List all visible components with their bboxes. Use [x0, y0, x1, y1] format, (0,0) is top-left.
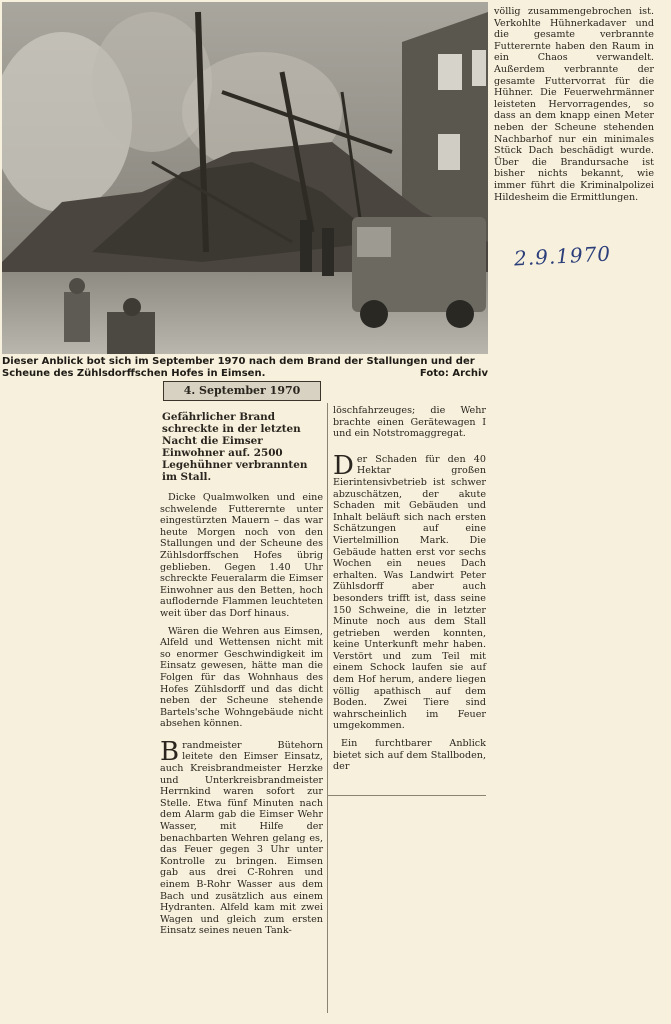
article-column-1: [160, 492, 323, 943]
fire-photo: [2, 2, 488, 354]
drop-cap: B: [160, 736, 180, 767]
article-paragraph-text: randmeister Bütehorn leitete den Eimser Einsatz, auch Kreisbrandmeister Herzke und Unterkreisbrandmeister Herrnkind waren sofort zur Stelle. Etwa fünf Minuten nach dem Alarm gab die Eimser Wehr Wasser, mit Hilfe der benachbarten Wehren gelang es, das Feuer gegen 3 Uhr unter Kontrolle zu bringen. Eimsen gab aus drei C-Rohren und einem B-Rohr Wasser aus dem Bach und zusätzlich aus einem Hydranten. Alfeld kam mit zwei Wagen und gleich zum ersten Einsatz seines neuen Tank-: [160, 739, 323, 937]
column-divider: [327, 403, 328, 1013]
article-paragraph: [333, 450, 486, 732]
photo-caption: [2, 356, 488, 380]
article-paragraph-text: er Schaden für den 40 Hektar großen Eierintensivbetrieb ist schwer abzuschätzen, der akute Schaden mit Gebäuden und Inhalt beläuft sich nach ersten Schätzungen auf eine Viertelmillion Mark. Die Gebäude hatten erst vor sechs Wochen ein neues Dach erhalten. Was Landwirt Peter Zühlsdorff aber auch besonders trifft ist, dass seine 150 Schweine, die in letzter Minute noch aus dem Stall getrieben werden konnten, keine Unterkunft mehr haben. Verstört und zum Teil mit einem Schock laufen sie auf dem Hof herum, andere liegen völlig apathisch auf dem Boden. Zwei Tiere sind wahrscheinlich im Feuer umgekommen.: [333, 453, 486, 732]
article-lead: Gefährlicher Brand schreckte in der letzten Nacht die Eimser Einwohner auf. 2500 Legehühner verbrannten im Stall.: [162, 411, 308, 483]
article-column-2: [333, 405, 486, 779]
article-paragraph: [160, 736, 323, 937]
article-date-label: 4. September 1970: [163, 381, 321, 401]
handwritten-date: 2.9.1970: [513, 241, 612, 271]
article-paragraph: Wären die Wehren aus Eimsen, Alfeld und Wettensen nicht mit so enormer Geschwindigkeit im Einsatz gewesen, hätte man die Folgen für das Wohnhaus des Hofes Zühlsdorff und das dicht neben der Scheune stehende Bartels'sche Wohngebäude nicht absehen können.: [160, 625, 323, 730]
continuation-column: völlig zusammengebrochen ist. Verkohlte Hühnerkadaver und die gesamte verbrannte Futterernte haben den Raum in ein Chaos verwandelt. Außerdem verbrannte der gesamte Futtervorrat für die Hühner. Die Feuerwehrmänner leisteten Hervorragendes, so dass an dem knapp einen Meter neben der Scheune stehenden Nachbarhof nur ein minimales Stück Dach beschädigt wurde. Über die Brandursache ist bisher nichts bekannt, wie immer führt die Kriminalpolizei Hildesheim die Ermittlungen.: [494, 6, 654, 203]
article-paragraph: Ein furchtbarer Anblick bietet sich auf dem Stallboden, der: [333, 738, 486, 773]
photo-caption-text: Dieser Anblick bot sich im September 1970 nach dem Brand der Stallungen und der Scheune des Zühlsdorffschen Hofes in Eimsen.: [2, 356, 475, 379]
drop-cap: D: [333, 450, 354, 481]
fire-scene-image: [2, 2, 488, 354]
article-paragraph: Dicke Qualmwolken und eine schwelende Futterernte unter eingestürzten Mauern – das war heute Morgen noch von den Stallungen und der Scheune des Zühlsdorffschen Hofes übrig geblieben. Gegen 1.40 Uhr schreckte Feueralarm die Eimser Einwohner aus den Betten, hoch auflodernde Flammen leuchteten weit über das Dorf hinaus.: [160, 492, 323, 619]
article-paragraph: löschfahrzeuges; die Wehr brachte einen Gerätewagen I und ein Notstromaggregat.: [333, 405, 486, 440]
photo-credit: Foto: Archiv: [419, 368, 488, 379]
column-end-rule: [328, 795, 486, 796]
